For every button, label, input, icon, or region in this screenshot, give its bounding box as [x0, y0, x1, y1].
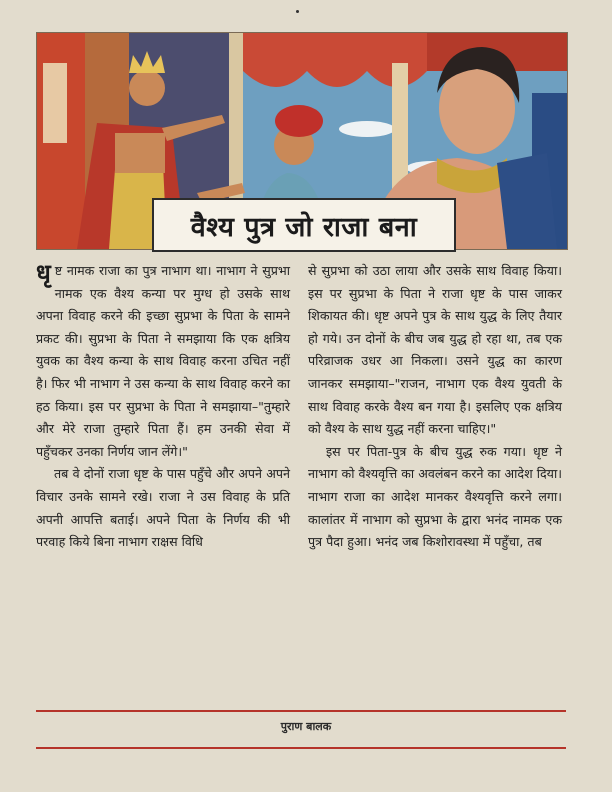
left-paragraph-2: तब वे दोनों राजा धृष्ट के पास पहुँचे और अपने अपने विचार उनके सामने रखे। राजा ने उस विवाह के प्रति अपनी आपत्ति बताई। अपने पिता के निर्णय की भी परवाह किये बिना नाभाग राक्षस विधि [36, 466, 290, 550]
left-column [36, 260, 290, 554]
left-paragraph-1 [36, 260, 290, 463]
right-column [308, 260, 562, 554]
print-dot [296, 10, 299, 13]
king-head [129, 70, 165, 106]
footer-label: पुराण बालक [280, 720, 332, 733]
king-torso [115, 133, 165, 173]
cloud-1 [339, 121, 395, 137]
turban-icon [275, 105, 323, 137]
left-paragraph-1-text: ष्ट नामक राजा का पुत्र नाभाग था। नाभाग ने सुप्रभा नामक एक वैश्य कन्या पर मुग्ध हो उसके साथ अपना विवाह करने की इच्छा सुप्रभा के पिता के सामने प्रकट की। सुप्रभा के पिता ने समझाया कि एक क्षत्रिय युवक का वैश्य कन्या के साथ विवाह करना उचित नहीं है। फिर भी नाभाग ने उस कन्या के साथ विवाह करने का हठ किया। इस पर सुप्रभा के पिता ने समझाया–"तुम्हारे और मेरे राजा तुम्हारे पिता हैं। हम उनकी सेवा में पहुँचकर उनका निर्णय जान लेंगे।" [36, 263, 290, 459]
prince-sash [497, 153, 557, 249]
pillar-panel [43, 63, 67, 143]
footer-rule-top [36, 710, 566, 712]
story-title-box [152, 198, 456, 252]
right-paragraph-2: इस पर पिता-पुत्र के बीच युद्ध रुक गया। धृष्ट ने नाभाग को वैश्यवृत्ति का अवलंबन करने का आदेश दिया। नाभाग राजा का आदेश मानकर वैश्यवृत्ति करने लगा। कालांतर में नाभाग को सुप्रभा के द्वारा भनंद नामक एक पुत्र पैदा हुआ। भनंद जब किशोरावस्था में पहुँचा, तब [308, 443, 562, 550]
right-paragraph-1: से सुप्रभा को उठा लाया और उसके साथ विवाह किया। इस पर सुप्रभा के पिता ने राजा धृष्ट के पास जाकर शिकायत की। धृष्ट अपने पुत्र के साथ युद्ध के लिए तैयार हो गये। उन दोनों के बीच जब युद्ध हो रहा था, तब एक परिव्राजक उधर आ निकला। उसने युद्ध का कारण जानकर समझाया–"राजन, नाभाग एक वैश्य युवती के साथ विवाह करके वैश्य बन गया है। इसलिए एक क्षत्रिय को वैश्य के साथ युद्ध नहीं करना चाहिए।" [308, 263, 562, 437]
story-title: वैश्य पुत्र जो राजा बना [190, 211, 418, 243]
drop-cap: धृ [36, 259, 51, 287]
footer-rule-bottom [36, 747, 566, 749]
